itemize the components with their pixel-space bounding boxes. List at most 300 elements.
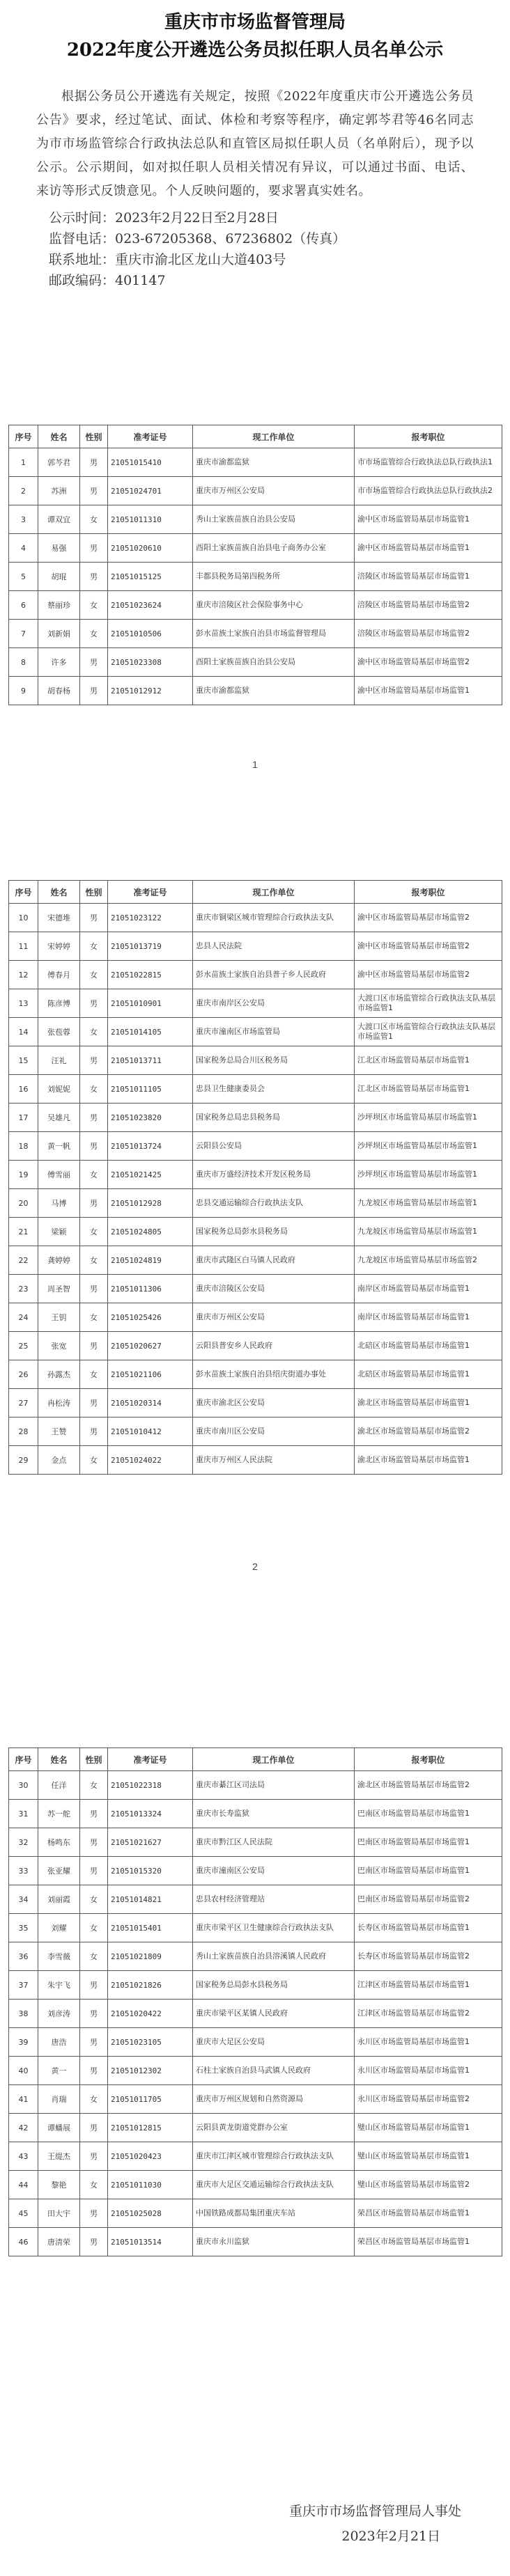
table-row xyxy=(9,1189,502,1218)
cell-serial: 25 xyxy=(9,1332,38,1360)
cell-ticket-number: 21051013719 xyxy=(108,932,193,961)
cell-ticket-number: 21051015125 xyxy=(108,563,193,591)
cell-current-unit: 国家税务总局彭水县税务局 xyxy=(193,1218,355,1246)
cell-name: 朱宇飞 xyxy=(38,1971,80,2000)
cell-serial: 29 xyxy=(9,1446,38,1475)
cell-name: 宋德堆 xyxy=(38,904,80,932)
cell-serial: 16 xyxy=(9,1075,38,1104)
cell-applied-position: 大渡口区市场监管综合行政执法支队基层市场监管1 xyxy=(355,989,502,1018)
cell-gender: 男 xyxy=(80,677,108,705)
cell-gender: 男 xyxy=(80,989,108,1018)
table-row xyxy=(9,2199,502,2228)
roster-table-3 xyxy=(8,1748,502,2256)
header-serial: 序号 xyxy=(9,1748,38,1771)
document-title: 重庆市市场监督管理局 xyxy=(164,12,346,33)
cell-name: 易强 xyxy=(38,534,80,563)
cell-applied-position: 渝中区市场监管局基层市场监管2 xyxy=(355,932,502,961)
table-row xyxy=(9,620,502,648)
cell-ticket-number: 21051015401 xyxy=(108,1914,193,1942)
contact-address: 联系地址：重庆市渝北区龙山大道403号 xyxy=(49,252,286,267)
header-gender: 性别 xyxy=(80,425,108,448)
cell-gender: 女 xyxy=(80,505,108,534)
table-row xyxy=(9,2057,502,2085)
cell-serial: 20 xyxy=(9,1189,38,1218)
cell-name: 蔡丽珍 xyxy=(38,591,80,620)
table-row xyxy=(9,1132,502,1161)
cell-current-unit: 忠县人民法院 xyxy=(193,932,355,961)
cell-ticket-number: 21051020627 xyxy=(108,1332,193,1360)
cell-ticket-number: 21051024819 xyxy=(108,1246,193,1275)
cell-gender: 男 xyxy=(80,1132,108,1161)
cell-gender: 女 xyxy=(80,620,108,648)
cell-current-unit: 重庆市万州区规划和自然资源局 xyxy=(193,2085,355,2114)
cell-applied-position: 沙坪坝区市场监管局基层市场监管1 xyxy=(355,1132,502,1161)
cell-gender: 男 xyxy=(80,1332,108,1360)
cell-serial: 26 xyxy=(9,1360,38,1389)
cell-ticket-number: 21051010412 xyxy=(108,1417,193,1446)
cell-serial: 32 xyxy=(9,1828,38,1857)
cell-applied-position: 涪陵区市场监管局基层市场监管2 xyxy=(355,591,502,620)
table-row xyxy=(9,1417,502,1446)
cell-current-unit: 重庆市綦江区司法局 xyxy=(193,1771,355,1800)
cell-applied-position: 沙坪坝区市场监管局基层市场监管1 xyxy=(355,1104,502,1132)
cell-name: 梁颖 xyxy=(38,1218,80,1246)
cell-applied-position: 渝北区市场监管局基层市场监管1 xyxy=(355,1389,502,1417)
cell-serial: 4 xyxy=(9,534,38,563)
cell-applied-position: 渝中区市场监管局基层市场监管1 xyxy=(355,505,502,534)
cell-serial: 38 xyxy=(9,2000,38,2028)
cell-current-unit: 中国铁路成都局集团重庆车站 xyxy=(193,2199,355,2228)
cell-gender: 男 xyxy=(80,2057,108,2085)
cell-name: 李雪薇 xyxy=(38,1942,80,1971)
cell-gender: 男 xyxy=(80,1104,108,1132)
contact-info xyxy=(49,207,510,291)
table-row xyxy=(9,961,502,989)
cell-serial: 28 xyxy=(9,1417,38,1446)
cell-applied-position: 渝北区市场监管局基层市场监管2 xyxy=(355,1417,502,1446)
cell-serial: 7 xyxy=(9,620,38,648)
cell-ticket-number: 21051020423 xyxy=(108,2142,193,2171)
cell-applied-position: 江北区市场监管局基层市场监管1 xyxy=(355,1075,502,1104)
cell-serial: 22 xyxy=(9,1246,38,1275)
cell-gender: 女 xyxy=(80,2171,108,2199)
table-header-row xyxy=(9,881,502,904)
cell-ticket-number: 21051023105 xyxy=(108,2028,193,2057)
cell-gender: 男 xyxy=(80,2028,108,2057)
cell-current-unit: 重庆市梁平区卫生健康综合行政执法支队 xyxy=(193,1914,355,1942)
cell-ticket-number: 21051023122 xyxy=(108,904,193,932)
cell-gender: 男 xyxy=(80,563,108,591)
cell-gender: 女 xyxy=(80,1942,108,1971)
cell-name: 王钥 xyxy=(38,1303,80,1332)
cell-ticket-number: 21051012912 xyxy=(108,677,193,705)
cell-current-unit: 重庆市南岸区公安局 xyxy=(193,989,355,1018)
cell-ticket-number: 21051013711 xyxy=(108,1046,193,1075)
cell-ticket-number: 21051010506 xyxy=(108,620,193,648)
cell-current-unit: 国家税务总局彭水县税务局 xyxy=(193,1971,355,2000)
cell-ticket-number: 21051023624 xyxy=(108,591,193,620)
table-row xyxy=(9,1800,502,1828)
cell-gender: 男 xyxy=(80,2142,108,2171)
cell-gender: 女 xyxy=(80,591,108,620)
postcode: 邮政编码：401147 xyxy=(49,273,166,288)
cell-current-unit: 重庆市武隆区白马镇人民政府 xyxy=(193,1246,355,1275)
table-row xyxy=(9,1389,502,1417)
cell-ticket-number: 21051014105 xyxy=(108,1018,193,1046)
cell-gender: 女 xyxy=(80,1018,108,1046)
cell-serial: 46 xyxy=(9,2228,38,2256)
cell-name: 唐浩 xyxy=(38,2028,80,2057)
cell-gender: 男 xyxy=(80,1828,108,1857)
cell-serial: 8 xyxy=(9,648,38,677)
cell-applied-position: 九龙坡区市场监管局基层市场监管1 xyxy=(355,1218,502,1246)
cell-ticket-number: 21051021106 xyxy=(108,1360,193,1389)
cell-applied-position: 永川区市场监管局基层市场监管1 xyxy=(355,2057,502,2085)
cell-current-unit: 重庆市梁平区某镇人民政府 xyxy=(193,2000,355,2028)
cell-current-unit: 重庆市万州区公安局 xyxy=(193,1303,355,1332)
table-row xyxy=(9,563,502,591)
cell-serial: 19 xyxy=(9,1161,38,1189)
cell-name: 许多 xyxy=(38,648,80,677)
header-ticket-number: 准考证号 xyxy=(108,425,193,448)
header-name: 姓名 xyxy=(38,425,80,448)
cell-serial: 39 xyxy=(9,2028,38,2057)
header-name: 姓名 xyxy=(38,881,80,904)
table-row xyxy=(9,1018,502,1046)
table-row xyxy=(9,1046,502,1075)
cell-name: 苏洲 xyxy=(38,477,80,505)
cell-name: 张苞蓉 xyxy=(38,1018,80,1046)
cell-serial: 36 xyxy=(9,1942,38,1971)
cell-ticket-number: 21051022318 xyxy=(108,1771,193,1800)
cell-applied-position: 九龙坡区市场监管局基层市场监管1 xyxy=(355,1189,502,1218)
cell-applied-position: 沙坪坝区市场监管局基层市场监管1 xyxy=(355,1161,502,1189)
table-header xyxy=(9,1748,502,1771)
cell-gender: 男 xyxy=(80,477,108,505)
cell-ticket-number: 21051020314 xyxy=(108,1389,193,1417)
cell-serial: 3 xyxy=(9,505,38,534)
table-row xyxy=(9,448,502,477)
cell-name: 谭蟠展 xyxy=(38,2114,80,2142)
cell-current-unit: 重庆市黔江区人民法院 xyxy=(193,1828,355,1857)
cell-ticket-number: 21051022815 xyxy=(108,961,193,989)
cell-ticket-number: 21051023308 xyxy=(108,648,193,677)
cell-serial: 44 xyxy=(9,2171,38,2199)
cell-ticket-number: 21051011306 xyxy=(108,1275,193,1303)
cell-ticket-number: 21051021826 xyxy=(108,1971,193,2000)
table-row xyxy=(9,1828,502,1857)
cell-serial: 31 xyxy=(9,1800,38,1828)
cell-ticket-number: 21051021627 xyxy=(108,1828,193,1857)
cell-ticket-number: 21051012928 xyxy=(108,1189,193,1218)
cell-name: 郭芩君 xyxy=(38,448,80,477)
cell-name: 王缇杰 xyxy=(38,2142,80,2171)
cell-ticket-number: 21051013324 xyxy=(108,1800,193,1828)
cell-gender: 男 xyxy=(80,2114,108,2142)
cell-gender: 女 xyxy=(80,1446,108,1475)
cell-name: 周圣智 xyxy=(38,1275,80,1303)
table-header xyxy=(9,881,502,904)
cell-ticket-number: 21051014821 xyxy=(108,1885,193,1914)
cell-ticket-number: 21051015410 xyxy=(108,448,193,477)
cell-current-unit: 重庆市万州区人民法院 xyxy=(193,1446,355,1475)
table-row xyxy=(9,505,502,534)
cell-current-unit: 重庆市潼南区公安局 xyxy=(193,1857,355,1885)
cell-ticket-number: 21051024022 xyxy=(108,1446,193,1475)
cell-name: 冉松涛 xyxy=(38,1389,80,1417)
cell-current-unit: 重庆市大足区公安局 xyxy=(193,2028,355,2057)
cell-serial: 18 xyxy=(9,1132,38,1161)
cell-ticket-number: 21051015320 xyxy=(108,1857,193,1885)
cell-name: 刘耀 xyxy=(38,1914,80,1942)
cell-applied-position: 巴南区市场监管局基层市场监管1 xyxy=(355,1800,502,1828)
cell-serial: 21 xyxy=(9,1218,38,1246)
cell-name: 肖瑞 xyxy=(38,2085,80,2114)
cell-current-unit: 秀山土家族苗族自治县溶溪镇人民政府 xyxy=(193,1942,355,1971)
cell-name: 傅雪丽 xyxy=(38,1161,80,1189)
document-page-3 xyxy=(0,1706,510,2576)
cell-name: 刘妮妮 xyxy=(38,1075,80,1104)
cell-serial: 17 xyxy=(9,1104,38,1132)
cell-ticket-number: 21051012302 xyxy=(108,2057,193,2085)
cell-serial: 33 xyxy=(9,1857,38,1885)
cell-ticket-number: 21051024805 xyxy=(108,1218,193,1246)
cell-applied-position: 巴南区市场监管局基层市场监管1 xyxy=(355,1857,502,1885)
cell-current-unit: 忠县农村经济管理站 xyxy=(193,1885,355,1914)
table-row xyxy=(9,1914,502,1942)
table-row xyxy=(9,1942,502,1971)
header-current-unit: 现工作单位 xyxy=(193,425,355,448)
cell-serial: 12 xyxy=(9,961,38,989)
table-header xyxy=(9,425,502,448)
table-row xyxy=(9,591,502,620)
cell-ticket-number: 21051010901 xyxy=(108,989,193,1018)
cell-serial: 42 xyxy=(9,2114,38,2142)
cell-current-unit: 重庆市万盛经济技术开发区税务局 xyxy=(193,1161,355,1189)
table-row xyxy=(9,1446,502,1475)
cell-ticket-number: 21051023820 xyxy=(108,1104,193,1132)
cell-applied-position: 北碚区市场监管局基层市场监管1 xyxy=(355,1332,502,1360)
cell-name: 陈彦博 xyxy=(38,989,80,1018)
cell-name: 黎艳 xyxy=(38,2171,80,2199)
cell-applied-position: 市市场监管综合行政执法总队行政执法1 xyxy=(355,448,502,477)
header-current-unit: 现工作单位 xyxy=(193,1748,355,1771)
cell-current-unit: 彭水苗族土家族自治县普子乡人民政府 xyxy=(193,961,355,989)
cell-gender: 女 xyxy=(80,961,108,989)
cell-gender: 女 xyxy=(80,1360,108,1389)
cell-ticket-number: 21051025028 xyxy=(108,2199,193,2228)
cell-applied-position: 江津区市场监管局基层市场监管1 xyxy=(355,1971,502,2000)
cell-serial: 14 xyxy=(9,1018,38,1046)
cell-current-unit: 重庆市渝都监狱 xyxy=(193,448,355,477)
cell-serial: 34 xyxy=(9,1885,38,1914)
cell-name: 唐清荣 xyxy=(38,2228,80,2256)
cell-current-unit: 彭水苗族土家族自治县市场监督管理局 xyxy=(193,620,355,648)
cell-current-unit: 忠县交通运输综合行政执法支队 xyxy=(193,1189,355,1218)
cell-ticket-number: 21051024701 xyxy=(108,477,193,505)
cell-gender: 男 xyxy=(80,1417,108,1446)
cell-applied-position: 璧山区市场监管局基层市场监管1 xyxy=(355,2142,502,2171)
cell-serial: 1 xyxy=(9,448,38,477)
cell-ticket-number: 21051021809 xyxy=(108,1942,193,1971)
cell-serial: 45 xyxy=(9,2199,38,2228)
cell-ticket-number: 21051011310 xyxy=(108,505,193,534)
cell-ticket-number: 21051011105 xyxy=(108,1075,193,1104)
cell-gender: 女 xyxy=(80,1075,108,1104)
cell-serial: 37 xyxy=(9,1971,38,2000)
cell-gender: 女 xyxy=(80,1246,108,1275)
cell-gender: 男 xyxy=(80,904,108,932)
header-gender: 性别 xyxy=(80,1748,108,1771)
table-row xyxy=(9,1218,502,1246)
cell-applied-position: 江津区市场监管局基层市场监管2 xyxy=(355,2000,502,2028)
cell-current-unit: 国家税务总局合川区税务局 xyxy=(193,1046,355,1075)
cell-applied-position: 渝中区市场监管局基层市场监管2 xyxy=(355,904,502,932)
cell-name: 黄一 xyxy=(38,2057,80,2085)
table-body xyxy=(9,1771,502,2256)
cell-serial: 35 xyxy=(9,1914,38,1942)
page-number: 1 xyxy=(252,759,258,770)
cell-applied-position: 北碚区市场监管局基层市场监管1 xyxy=(355,1360,502,1389)
table-header-row xyxy=(9,425,502,448)
document-page-1 xyxy=(0,0,510,835)
header-ticket-number: 准考证号 xyxy=(108,1748,193,1771)
cell-serial: 24 xyxy=(9,1303,38,1332)
footer-date: 2023年2月21日 xyxy=(341,2529,440,2544)
header-current-unit: 现工作单位 xyxy=(193,881,355,904)
table-row xyxy=(9,1857,502,1885)
cell-current-unit: 重庆市涪陵区社会保险事务中心 xyxy=(193,591,355,620)
cell-ticket-number: 21051020422 xyxy=(108,2000,193,2028)
table-row xyxy=(9,904,502,932)
cell-current-unit: 重庆市大足区交通运输综合行政执法支队 xyxy=(193,2171,355,2199)
cell-applied-position: 大渡口区市场监管综合行政执法支队基层市场监管1 xyxy=(355,1018,502,1046)
cell-gender: 男 xyxy=(80,1189,108,1218)
cell-serial: 11 xyxy=(9,932,38,961)
cell-gender: 女 xyxy=(80,1771,108,1800)
cell-name: 黄一帆 xyxy=(38,1132,80,1161)
table-row xyxy=(9,1104,502,1132)
cell-gender: 女 xyxy=(80,1303,108,1332)
supervision-phone: 监督电话：023-67205368、67236802（传真） xyxy=(49,231,346,246)
table-row xyxy=(9,534,502,563)
cell-gender: 女 xyxy=(80,1885,108,1914)
cell-applied-position: 涪陵区市场监管局基层市场监管1 xyxy=(355,563,502,591)
footer-organization: 重庆市市场监督管理局人事处 xyxy=(288,2504,461,2519)
cell-applied-position: 璧山区市场监管局基层市场监管1 xyxy=(355,2114,502,2142)
cell-applied-position: 江北区市场监管局基层市场监管1 xyxy=(355,1046,502,1075)
table-body xyxy=(9,904,502,1475)
cell-applied-position: 璧山区市场监管局基层市场监管2 xyxy=(355,2171,502,2199)
cell-gender: 女 xyxy=(80,932,108,961)
cell-applied-position: 涪陵区市场监管局基层市场监管2 xyxy=(355,620,502,648)
cell-applied-position: 巴南区市场监管局基层市场监管2 xyxy=(355,1885,502,1914)
cell-ticket-number: 21051011705 xyxy=(108,2085,193,2114)
table-row xyxy=(9,2171,502,2199)
table-row xyxy=(9,2142,502,2171)
cell-applied-position: 渝北区市场监管局基层市场监管1 xyxy=(355,1446,502,1475)
table-row xyxy=(9,1275,502,1303)
cell-name: 田大宇 xyxy=(38,2199,80,2228)
cell-current-unit: 重庆市永川监狱 xyxy=(193,2228,355,2256)
cell-name: 傅春月 xyxy=(38,961,80,989)
cell-gender: 男 xyxy=(80,1971,108,2000)
table-row xyxy=(9,1161,502,1189)
cell-ticket-number: 21051013514 xyxy=(108,2228,193,2256)
table-row xyxy=(9,477,502,505)
table-row xyxy=(9,1303,502,1332)
cell-name: 刘新娟 xyxy=(38,620,80,648)
cell-gender: 男 xyxy=(80,1046,108,1075)
header-gender: 性别 xyxy=(80,881,108,904)
table-row xyxy=(9,2028,502,2057)
cell-applied-position: 永川区市场监管局基层市场监管2 xyxy=(355,2085,502,2114)
cell-name: 任洋 xyxy=(38,1771,80,1800)
cell-name: 孙露杰 xyxy=(38,1360,80,1389)
publicity-period: 公示时间：2023年2月22日至2月28日 xyxy=(49,210,279,226)
header-name: 姓名 xyxy=(38,1748,80,1771)
cell-applied-position: 永川区市场监管局基层市场监管1 xyxy=(355,2028,502,2057)
cell-serial: 6 xyxy=(9,591,38,620)
cell-serial: 2 xyxy=(9,477,38,505)
cell-current-unit: 云阳县普安乡人民政府 xyxy=(193,1332,355,1360)
cell-applied-position: 荣昌区市场监管局基层市场监管1 xyxy=(355,2199,502,2228)
cell-name: 王赞 xyxy=(38,1417,80,1446)
table-row xyxy=(9,989,502,1018)
cell-current-unit: 酉阳土家族苗族自治县电子商务办公室 xyxy=(193,534,355,563)
table-row xyxy=(9,2000,502,2028)
header-applied-position: 报考职位 xyxy=(355,1748,502,1771)
table-row xyxy=(9,1771,502,1800)
cell-current-unit: 秀山土家族苗族自治县公安局 xyxy=(193,505,355,534)
cell-name: 吴雄凡 xyxy=(38,1104,80,1132)
cell-gender: 女 xyxy=(80,1218,108,1246)
table-row xyxy=(9,2228,502,2256)
cell-gender: 男 xyxy=(80,1857,108,1885)
cell-applied-position: 南岸区市场监管局基层市场监管1 xyxy=(355,1275,502,1303)
cell-ticket-number: 21051025426 xyxy=(108,1303,193,1332)
cell-name: 金点 xyxy=(38,1446,80,1475)
cell-current-unit: 重庆市涪陵区公安局 xyxy=(193,1275,355,1303)
intro-paragraph: 根据公务员公开遴选有关规定，按照《2022年度重庆市公开遴选公务员公告》要求，经过笔试、面试、体检和考察等程序，确定郭芩君等46名同志为市市场监管综合行政执法总队和直管区局拟任职人员（名单附后），现予以公示。公示期间，如对拟任职人员相关情况有异议，可以通过书面、电话、来访等形式反馈意见。个人反映问题的，要求署真实姓名。 xyxy=(36,89,474,198)
cell-applied-position: 市市场监管综合行政执法总队行政执法2 xyxy=(355,477,502,505)
table-row xyxy=(9,1360,502,1389)
table-row xyxy=(9,1971,502,2000)
cell-current-unit: 重庆市渝都监狱 xyxy=(193,677,355,705)
cell-serial: 9 xyxy=(9,677,38,705)
cell-serial: 30 xyxy=(9,1771,38,1800)
cell-name: 谭双宜 xyxy=(38,505,80,534)
cell-current-unit: 重庆市长寿监狱 xyxy=(193,1800,355,1828)
table-row xyxy=(9,2114,502,2142)
table-header-row xyxy=(9,1748,502,1771)
cell-applied-position: 渝中区市场监管局基层市场监管2 xyxy=(355,648,502,677)
cell-applied-position: 长寿区市场监管局基层市场监管2 xyxy=(355,1942,502,1971)
header-applied-position: 报考职位 xyxy=(355,881,502,904)
cell-current-unit: 丰都县税务局第四税务所 xyxy=(193,563,355,591)
roster-table-2 xyxy=(8,880,502,1475)
document-page-2 xyxy=(0,835,510,1706)
cell-ticket-number: 21051020610 xyxy=(108,534,193,563)
table-row xyxy=(9,1246,502,1275)
cell-name: 汪礼 xyxy=(38,1046,80,1075)
cell-current-unit: 重庆市渝北区公安局 xyxy=(193,1389,355,1417)
cell-gender: 男 xyxy=(80,1389,108,1417)
table-row xyxy=(9,1885,502,1914)
cell-applied-position: 巴南区市场监管局基层市场监管1 xyxy=(355,1828,502,1857)
cell-name: 胡春杨 xyxy=(38,677,80,705)
document-subtitle: 2022年度公开遴选公务员拟任职人员名单公示 xyxy=(66,40,444,61)
